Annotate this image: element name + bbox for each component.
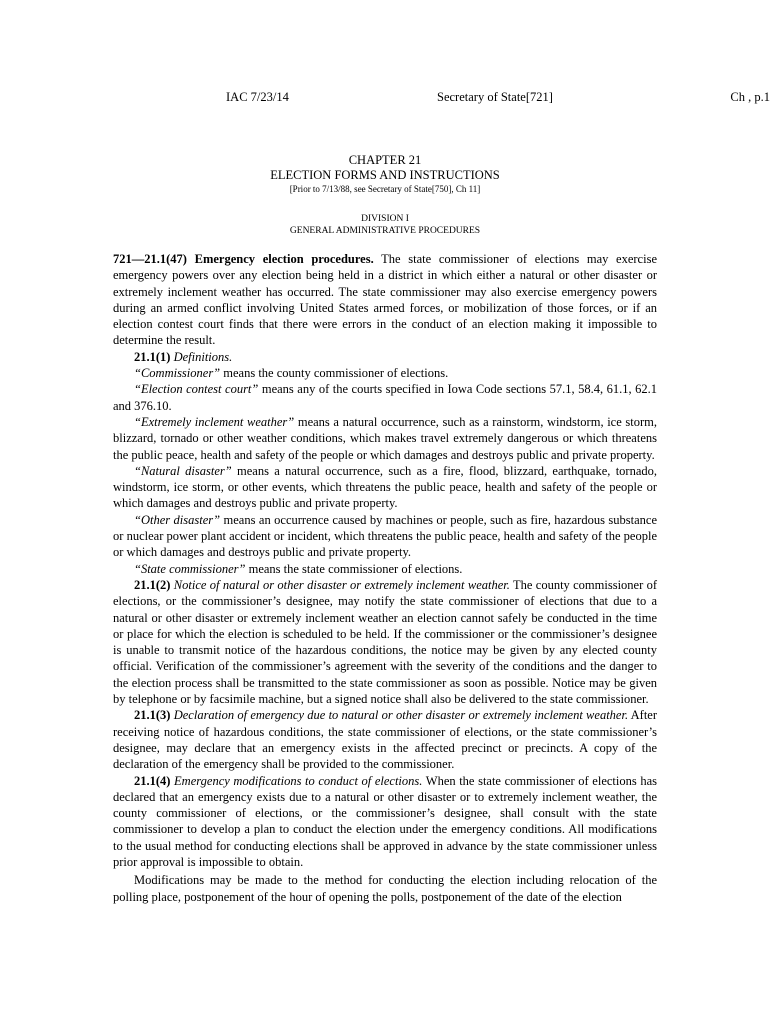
definition-text: means any of the courts specified in Iowa Code sections 57.1, 58.4, 61.1, 62.1 and 376.10. xyxy=(113,382,657,413)
definition-term: “Election contest court” xyxy=(134,382,259,397)
definition-text: means a natural occurrence, such as a fire, flood, blizzard, earthquake, tornado, windstorm, ice storm, or other events, which threatens the public peace, health and safety of the people or which damages and destroys public and private property. xyxy=(113,463,658,511)
document-body xyxy=(113,251,657,905)
definition-text: means the state commissioner of elections. xyxy=(245,561,463,576)
running-header-date: IAC 7/23/14 xyxy=(226,90,289,104)
definition-text: means an occurrence caused by machines or people, such as fire, hazardous substance or nuclear power plant accident or incident, which threatens the public peace, health and safety of the people or which damages and destroys public and private property. xyxy=(113,512,657,560)
subrule-4-text: When the state commissioner of elections has declared that an emergency exists due to a natural or other disaster or to extremely inclement weather, the county commissioner of elections, or the commissioner’s designee, shall consult with the state commissioner to develop a plan to conduct the election under the emergency conditions. All modifications to the usual method for conducting elections shall be approved in advance by the state commissioner unless prior approval is impossible to obtain. xyxy=(113,773,657,869)
division-label: DIVISION I xyxy=(361,214,409,224)
modifications-paragraph: Modifications may be made to the method for conducting the election including relocation of the polling place, postponement of the hour of opening the polls, postponement of the date of the election xyxy=(113,873,657,904)
definition-item xyxy=(113,414,657,463)
subrule-4-number: 21.1(4) xyxy=(134,773,171,788)
subrule-3-paragraph xyxy=(113,707,657,772)
subrule-1-number: 21.1(1) xyxy=(134,349,171,364)
running-header-agency: Secretary of State[721] xyxy=(437,90,553,104)
definition-item xyxy=(113,365,657,381)
division-title: GENERAL ADMINISTRATIVE PROCEDURES xyxy=(289,226,481,236)
definition-term: “Commissioner” xyxy=(134,366,221,381)
definition-text: means a natural occurrence, such as a rainstorm, windstorm, ice storm, blizzard, tornado or other weather conditions, which makes travel extremely dangerous or which threatens the public peace, health and safety of the people or which damages and destroys public and private property. xyxy=(113,414,657,462)
definition-item xyxy=(113,561,657,577)
subrule-4-title: Emergency modifications to conduct of elections. xyxy=(174,773,423,788)
subrule-2-text: The county commissioner of elections, or the commissioner’s designee, may notify the state commissioner of elections that due to a natural or other disaster or extremely inclement weather an election cannot safely be conducted in the time or place for which the election is scheduled to be held. If the commissioner or the commissioner’s designee is unable to transmit notice of the hazardous conditions, the notice may be given by any elected county official. Verification of the commissioner’s agreement with the severity of the conditions and the danger to the election process shall be transmitted to the state commissioner as soon as possible. Notice may be given by telephone or by facsimile machine, but a signed notice shall also be delivered to the state commissioner. xyxy=(113,577,657,707)
rule-text: The state commissioner of elections may exercise emergency powers over any election being held in a district in which either a natural or other disaster or extremely inclement weather has occurred. The state commissioner may also exercise emergency powers during an armed conflict involving United States armed forces, or mobilization of those forces, or if an election contest court finds that there were errors in the conduct of an election making it impossible to determine the result. xyxy=(113,252,657,348)
definition-term: “Extremely inclement weather” xyxy=(134,414,295,429)
definition-term: “Other disaster” xyxy=(134,512,221,527)
rule-heading: 721—21.1(47) Emergency election procedures. xyxy=(113,252,374,266)
subrule-2-number: 21.1(2) xyxy=(134,577,171,592)
rule-paragraph xyxy=(113,251,657,349)
definition-item xyxy=(113,381,657,414)
definition-term: “Natural disaster” xyxy=(134,463,232,478)
subrule-2-paragraph xyxy=(113,577,657,707)
definition-term: “State commissioner” xyxy=(134,561,246,576)
definition-item xyxy=(113,512,657,561)
chapter-number: CHAPTER 21 xyxy=(348,153,422,167)
subrule-2-title: Notice of natural or other disaster or extremely inclement weather. xyxy=(173,577,510,592)
definition-text: means the county commissioner of elections. xyxy=(220,366,449,381)
subrule-4-paragraph xyxy=(113,773,657,871)
subrule-3-text: After receiving notice of hazardous conditions, the state commissioner of elections, or the state commissioner’s designee, may declare that an emergency exists in the affected precinct or precincts. A copy of the declaration of the emergency shall be provided to the commissioner. xyxy=(113,708,658,772)
subrule-3-title: Declaration of emergency due to natural or other disaster or extremely inclement weather. xyxy=(173,708,629,723)
chapter-prior-note: [Prior to 7/13/88, see Secretary of State[750], Ch 11] xyxy=(289,184,481,194)
chapter-title: ELECTION FORMS AND INSTRUCTIONS xyxy=(270,168,500,182)
subrule-1-title: Definitions. xyxy=(173,349,233,364)
subrule-1-heading xyxy=(113,349,657,365)
definition-item xyxy=(113,463,657,512)
subrule-3-number: 21.1(3) xyxy=(134,708,171,723)
running-header-page: Ch , p.1 xyxy=(730,90,770,104)
